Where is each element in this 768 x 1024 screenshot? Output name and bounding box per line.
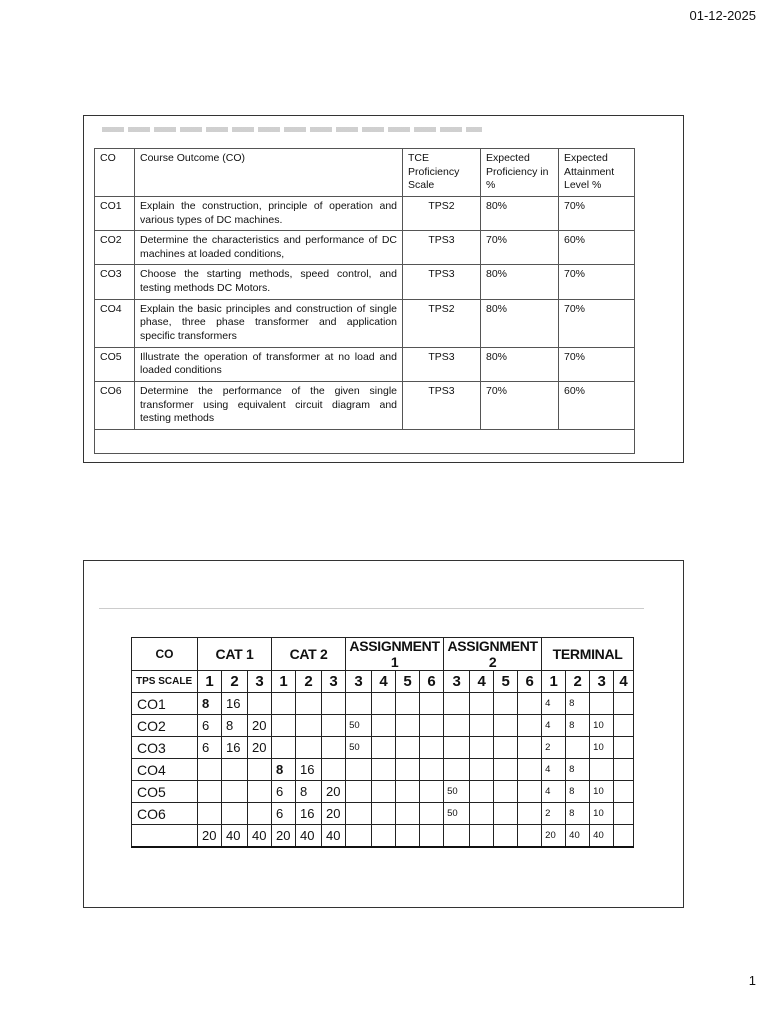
mark-cell: 8 (566, 715, 590, 737)
slide-course-outcomes (83, 115, 684, 463)
header-tce-scale: TCE Proficiency Scale (403, 149, 481, 197)
mark-cell (346, 693, 372, 715)
mark-cell: 6 (198, 715, 222, 737)
mark-cell (372, 803, 396, 825)
co-id: CO4 (95, 299, 135, 347)
mark-cell (444, 715, 470, 737)
tps-scale-value: 3 (590, 671, 614, 693)
mark-cell (372, 715, 396, 737)
mark-cell: 10 (590, 781, 614, 803)
expected-attainment: 70% (559, 347, 635, 381)
tce-scale: TPS2 (403, 299, 481, 347)
tps-scale-value: 1 (198, 671, 222, 693)
clipped-heading-line (102, 127, 482, 132)
co-label: CO4 (132, 759, 198, 781)
mark-cell (420, 803, 444, 825)
mark-cell: 8 (296, 781, 322, 803)
mark-cell (444, 759, 470, 781)
mark-cell (420, 715, 444, 737)
tce-scale: TPS3 (403, 265, 481, 299)
total-cell: 40 (296, 825, 322, 848)
table-row (95, 299, 635, 347)
co-description: Illustrate the operation of transformer at no load and loaded conditions (135, 347, 403, 381)
mark-cell (248, 693, 272, 715)
mark-cell: 4 (542, 781, 566, 803)
expected-proficiency: 80% (481, 265, 559, 299)
mark-cell: 6 (272, 803, 296, 825)
tce-scale: TPS3 (403, 347, 481, 381)
mark-cell (470, 693, 494, 715)
course-outcome-table (94, 148, 635, 430)
header-course-outcome: Course Outcome (CO) (135, 149, 403, 197)
title-rule (99, 608, 644, 609)
mark-cell (346, 803, 372, 825)
tps-scale-value: 3 (346, 671, 372, 693)
mark-cell: 50 (444, 803, 470, 825)
page-number: 1 (748, 973, 756, 988)
table-row (95, 265, 635, 299)
co-label: CO3 (132, 737, 198, 759)
mark-cell (396, 803, 420, 825)
mark-cell (296, 715, 322, 737)
mark-cell (248, 803, 272, 825)
mark-cell (494, 737, 518, 759)
mark-cell: 10 (590, 737, 614, 759)
mark-cell (614, 759, 634, 781)
mark-cell (494, 693, 518, 715)
mark-cell: 20 (322, 781, 346, 803)
mark-cell: 50 (346, 737, 372, 759)
group-header-row (132, 638, 634, 671)
mark-cell: 16 (296, 803, 322, 825)
date-header: 01-12-2025 (689, 8, 756, 23)
tps-scale-value: 3 (322, 671, 346, 693)
mark-cell (222, 759, 248, 781)
expected-proficiency: 70% (481, 381, 559, 429)
mark-cell: 4 (542, 715, 566, 737)
mark-cell (248, 781, 272, 803)
mark-cell (222, 803, 248, 825)
mark-cell (518, 715, 542, 737)
mark-cell: 8 (198, 693, 222, 715)
mark-cell: 16 (296, 759, 322, 781)
table-row (95, 381, 635, 429)
mark-cell (372, 737, 396, 759)
mark-cell (322, 759, 346, 781)
co-id: CO6 (95, 381, 135, 429)
total-cell: 20 (542, 825, 566, 848)
co-id: CO2 (95, 231, 135, 265)
total-cell: 40 (590, 825, 614, 848)
mark-cell (346, 759, 372, 781)
tps-scale-value: 1 (542, 671, 566, 693)
mark-cell (396, 759, 420, 781)
header-co: CO (95, 149, 135, 197)
expected-attainment: 60% (559, 381, 635, 429)
co-label: CO6 (132, 803, 198, 825)
total-cell (396, 825, 420, 848)
mark-cell (518, 737, 542, 759)
tps-scale-value: 2 (566, 671, 590, 693)
table-header-row (95, 149, 635, 197)
assessment-mark-table (131, 637, 634, 848)
header-expected-attainment: Expected Attainment Level % (559, 149, 635, 197)
mark-cell: 8 (566, 693, 590, 715)
mark-cell (518, 781, 542, 803)
co-description: Determine the characteristics and performance of DC machines at loaded conditions, (135, 231, 403, 265)
mark-cell (396, 737, 420, 759)
tps-scale-value: 5 (396, 671, 420, 693)
expected-attainment: 60% (559, 231, 635, 265)
total-cell (518, 825, 542, 848)
table-row (95, 347, 635, 381)
mark-cell: 6 (272, 781, 296, 803)
expected-attainment: 70% (559, 196, 635, 230)
expected-attainment: 70% (559, 265, 635, 299)
co-description: Explain the basic principles and construction of single phase, three phase transformer and application specific transformers (135, 299, 403, 347)
mark-cell (614, 781, 634, 803)
tps-scale-value: 4 (372, 671, 396, 693)
totals-label (132, 825, 198, 848)
mark-cell: 50 (444, 781, 470, 803)
mark-cell (614, 803, 634, 825)
expected-proficiency: 80% (481, 347, 559, 381)
mark-cell (372, 759, 396, 781)
assessment-group-header: ASSIGNMENT 2 (444, 638, 542, 671)
mark-cell: 4 (542, 759, 566, 781)
co-label: CO5 (132, 781, 198, 803)
total-cell: 40 (222, 825, 248, 848)
tps-scale-value: 1 (272, 671, 296, 693)
mark-cell (518, 803, 542, 825)
tps-scale-value: 4 (614, 671, 634, 693)
mark-cell: 50 (346, 715, 372, 737)
total-cell: 40 (322, 825, 346, 848)
tps-scale-value: 2 (222, 671, 248, 693)
mark-cell (494, 803, 518, 825)
expected-attainment: 70% (559, 299, 635, 347)
mark-cell (272, 693, 296, 715)
mark-cell (470, 759, 494, 781)
mark-cell (372, 781, 396, 803)
mark-cell (518, 693, 542, 715)
assessment-group-header: TERMINAL (542, 638, 634, 671)
total-cell: 40 (248, 825, 272, 848)
mark-cell (470, 737, 494, 759)
tps-scale-value: 5 (494, 671, 518, 693)
expected-proficiency: 80% (481, 299, 559, 347)
total-cell: 40 (566, 825, 590, 848)
mark-cell: 8 (566, 759, 590, 781)
table-row (132, 803, 634, 825)
mark-cell (420, 781, 444, 803)
assessment-group-header: ASSIGNMENT 1 (346, 638, 444, 671)
total-cell (494, 825, 518, 848)
mark-cell (470, 803, 494, 825)
mark-cell (396, 715, 420, 737)
total-cell (420, 825, 444, 848)
total-cell (346, 825, 372, 848)
mark-cell: 16 (222, 737, 248, 759)
mark-cell (222, 781, 248, 803)
tps-scale-value: 6 (420, 671, 444, 693)
mark-cell: 8 (272, 759, 296, 781)
total-cell (372, 825, 396, 848)
mark-cell: 10 (590, 715, 614, 737)
mark-cell (590, 759, 614, 781)
mark-cell (614, 693, 634, 715)
mark-cell: 4 (542, 693, 566, 715)
mark-cell: 10 (590, 803, 614, 825)
mark-cell (420, 737, 444, 759)
mark-cell (198, 781, 222, 803)
mark-cell (296, 693, 322, 715)
mark-cell (566, 737, 590, 759)
tps-scale-value: 3 (248, 671, 272, 693)
mark-cell (470, 715, 494, 737)
mark-cell (248, 759, 272, 781)
total-cell (444, 825, 470, 848)
mark-cell (346, 781, 372, 803)
mark-cell: 20 (248, 715, 272, 737)
total-cell (470, 825, 494, 848)
table-row (95, 231, 635, 265)
assessment-group-header: CAT 2 (272, 638, 346, 671)
mark-cell (396, 693, 420, 715)
mark-cell: 8 (222, 715, 248, 737)
co-label: CO1 (132, 693, 198, 715)
total-cell: 20 (198, 825, 222, 848)
mark-cell: 20 (322, 803, 346, 825)
mark-cell (198, 759, 222, 781)
mark-cell (396, 781, 420, 803)
tce-scale: TPS3 (403, 231, 481, 265)
mark-cell (590, 693, 614, 715)
table-row (132, 693, 634, 715)
mark-cell (494, 715, 518, 737)
table-row (132, 781, 634, 803)
mark-cell: 6 (198, 737, 222, 759)
mark-cell: 16 (222, 693, 248, 715)
totals-row (132, 825, 634, 848)
mark-cell (272, 715, 296, 737)
assessment-group-header: CAT 1 (198, 638, 272, 671)
tps-scale-value: 6 (518, 671, 542, 693)
total-cell (614, 825, 634, 848)
tps-scale-value: 4 (470, 671, 494, 693)
tce-scale: TPS2 (403, 196, 481, 230)
co-id: CO1 (95, 196, 135, 230)
tps-scale-value: 3 (444, 671, 470, 693)
table-row (132, 715, 634, 737)
tps-scale-row (132, 671, 634, 693)
expected-proficiency: 80% (481, 196, 559, 230)
table-row (95, 196, 635, 230)
mark-cell (322, 715, 346, 737)
mark-cell (614, 715, 634, 737)
co-description: Choose the starting methods, speed control, and testing methods DC Motors. (135, 265, 403, 299)
co-id: CO3 (95, 265, 135, 299)
co-column-header: CO (132, 638, 198, 671)
mark-cell: 8 (566, 803, 590, 825)
slide-assessment-pattern (83, 560, 684, 908)
tps-scale-value: 2 (296, 671, 322, 693)
co-label: CO2 (132, 715, 198, 737)
mark-cell (272, 737, 296, 759)
mark-cell (322, 693, 346, 715)
co-description: Determine the performance of the given single transformer using equivalent circuit diagram and testing methods (135, 381, 403, 429)
mark-cell: 2 (542, 803, 566, 825)
mark-cell: 20 (248, 737, 272, 759)
tps-scale-label: TPS SCALE (132, 671, 198, 693)
header-expected-proficiency: Expected Proficiency in % (481, 149, 559, 197)
mark-cell (518, 759, 542, 781)
mark-cell (444, 693, 470, 715)
mark-cell (322, 737, 346, 759)
mark-cell (198, 803, 222, 825)
mark-cell (372, 693, 396, 715)
mark-cell (614, 737, 634, 759)
mark-cell (494, 759, 518, 781)
table-row (132, 759, 634, 781)
expected-proficiency: 70% (481, 231, 559, 265)
mark-cell (494, 781, 518, 803)
mark-cell (420, 759, 444, 781)
total-cell: 20 (272, 825, 296, 848)
mark-cell (470, 781, 494, 803)
mark-cell (420, 693, 444, 715)
table-row (132, 737, 634, 759)
co-id: CO5 (95, 347, 135, 381)
mark-cell: 8 (566, 781, 590, 803)
mark-cell (444, 737, 470, 759)
tce-scale: TPS3 (403, 381, 481, 429)
co-description: Explain the construction, principle of operation and various types of DC machines. (135, 196, 403, 230)
mark-cell: 2 (542, 737, 566, 759)
mark-cell (296, 737, 322, 759)
